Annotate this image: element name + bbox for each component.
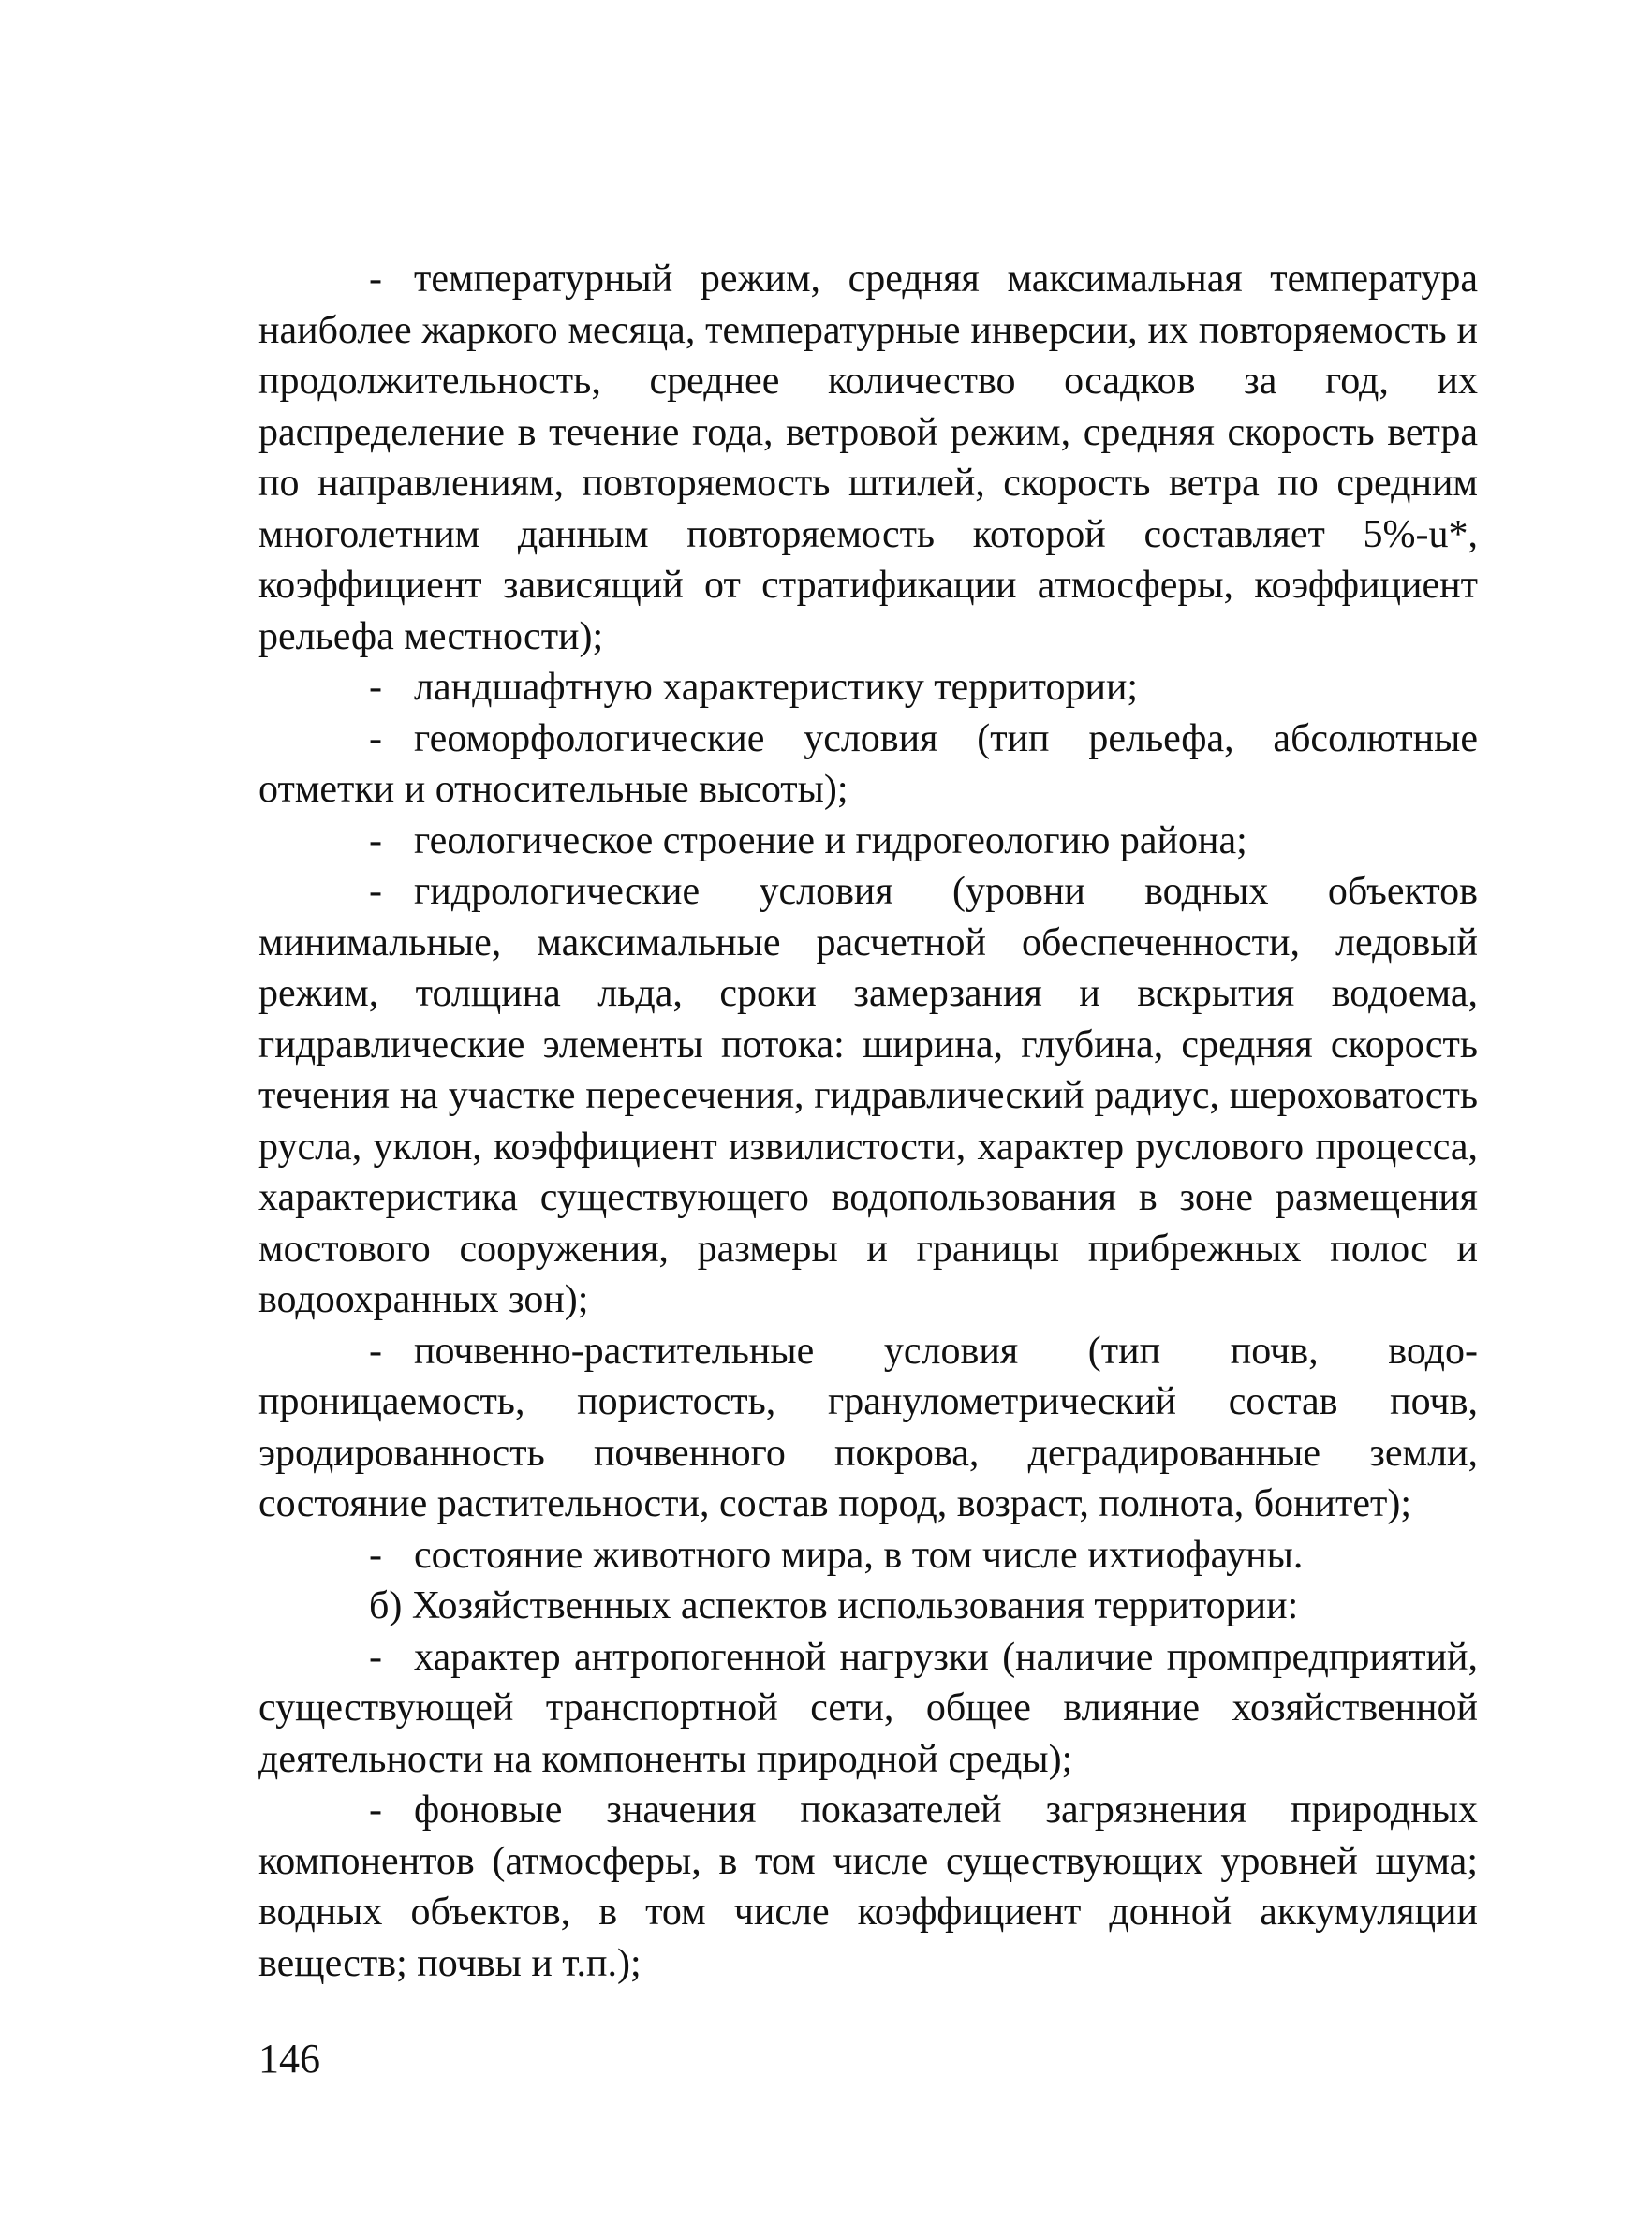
paragraph-text: б) Хозяйственных аспектов использования территории: xyxy=(369,1584,1299,1627)
list-dash: - xyxy=(369,1329,382,1373)
list-item-soil-vegetation xyxy=(258,1326,1478,1530)
body-text xyxy=(258,254,1478,1989)
paragraph-text: ландшафтную характеристику территории; xyxy=(414,666,1139,709)
list-dash: - xyxy=(369,666,382,709)
list-item-geomorphology xyxy=(258,714,1478,816)
list-dash: - xyxy=(369,818,382,862)
list-item-hydrology xyxy=(258,866,1478,1326)
list-dash: - xyxy=(369,870,382,913)
paragraph-text: гидрологические условия (уровни водных объектов минимальные, максимальные расчетной обеспеченности, ледовый режим, толщина льда, сроки замерзания и вскрытия водоема, гидравлические элементы потока: ширина, глубина, средняя скорость течения на участке пересечения, гидравлический радиус, шероховатость русла, уклон, коэффициент извилистости, характер руслового процесса, характеристика существующего водопользования в зоне размещения мостового сооружения, размеры и границы прибрежных полос и водоохранных зон); xyxy=(258,870,1478,1321)
list-item-fauna xyxy=(258,1530,1478,1582)
list-item-landscape xyxy=(258,662,1478,714)
paragraph-text: почвенно-растительные условия (тип почв, водопроницаемость, пористость, гранулометрический состав почв, эродированность почвенного покрова, деградированные земли, состояние растительности, состав пород, возраст, полнота, бонитет); xyxy=(258,1329,1478,1525)
list-item-temperature-regime xyxy=(258,254,1478,662)
list-dash: - xyxy=(369,1533,382,1577)
list-item-anthropogenic-load xyxy=(258,1632,1478,1786)
paragraph-text: фоновые значения показателей загрязнения природных компонентов (атмосферы, в том числе существующих уровней шума; водных объектов, в том числе коэффициент донной аккумуляции веществ; почвы и т.п.); xyxy=(258,1788,1478,1985)
paragraph-text: геоморфологические условия (тип рельефа, абсолютные отметки и относительные высоты); xyxy=(258,716,1478,811)
list-item-background-pollution xyxy=(258,1785,1478,1989)
paragraph-text: температурный режим, средняя максимальная температура наиболее жаркого месяца, температурные инверсии, их повторяемость и продолжительность, среднее количество осадков за год, их распределение в течение года, ветровой режим, средняя скорость ветра по направлениям, повторяемость штилей, скорость ветра по средним многолетним данным повторяемость которой составляет 5%-u*, коэффициент зависящий от стратификации атмосферы, коэффициент рельефа местности); xyxy=(258,258,1478,658)
page-number: 146 xyxy=(258,2036,320,2082)
list-dash: - xyxy=(369,1788,382,1832)
list-dash: - xyxy=(369,1635,382,1679)
paragraph-text: состояние животного мира, в том числе ихтиофауны. xyxy=(414,1533,1304,1577)
section-heading-economic-aspects xyxy=(258,1581,1478,1632)
list-dash: - xyxy=(369,716,382,760)
list-dash: - xyxy=(369,258,382,301)
paragraph-text: геологическое строение и гидрогеологию района; xyxy=(414,818,1247,862)
paragraph-text: характер антропогенной нагрузки (наличие промпредприятий, существующей транспортной сети, общее влияние хозяйственной деятельности на компоненты природной среды); xyxy=(258,1635,1478,1781)
list-item-geology xyxy=(258,816,1478,867)
